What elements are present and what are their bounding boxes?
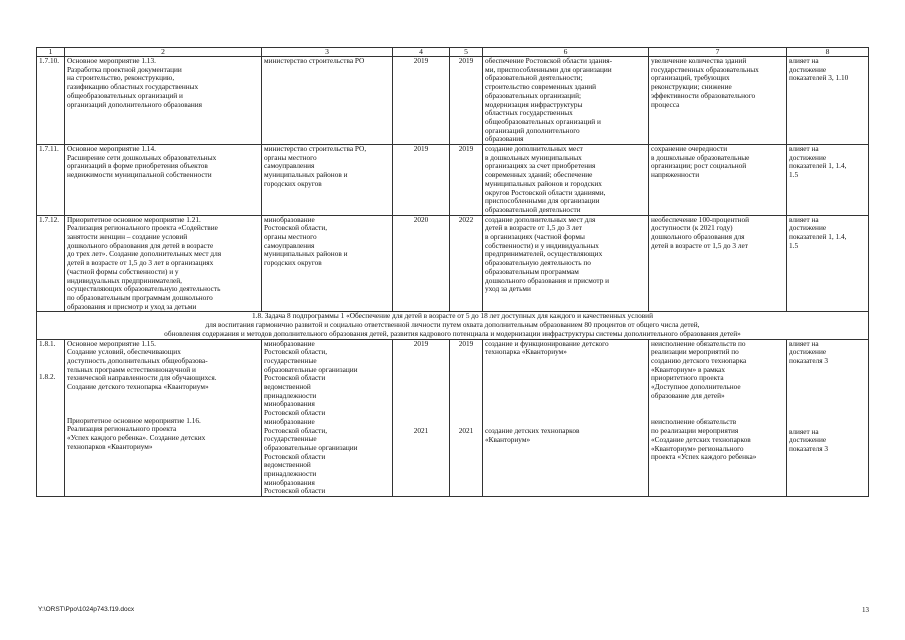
header-cell: 4 (393, 48, 450, 57)
indicator-link: влияет на достижение показателя 3 (789, 339, 829, 365)
file-path: Y:\ORST\Ppo\1024p743.f19.docx (38, 606, 135, 613)
end-year: 2021 (458, 426, 474, 436)
row-number: 1.7.10. (37, 57, 65, 145)
start-year: 2019 (393, 57, 450, 145)
start-year: 2019 (393, 145, 450, 216)
indicator-link: влияет на достижение показателей 1, 1.4, 1.5 (787, 145, 869, 216)
expected-result: обеспечение Ростовской области здания- ми, приспособленными для организации образовательной деятельности; строительство современных зданий образовательных организаций; модернизация инфраструктуры областных государственных общеобразовательных организаций и организаций дополнительного образования (483, 57, 649, 145)
end-year: 2022 (450, 215, 483, 312)
row-number: 1.8.2. (39, 372, 56, 382)
header-cell: 8 (787, 48, 869, 57)
row-number: 1.8.1. (39, 339, 56, 348)
expected-result-group (483, 339, 649, 497)
header-cell: 6 (483, 48, 649, 57)
executor: минобразование Ростовской области, государственные образовательные организации Ростовской области ведомственной принадлежности минобразования Ростовской области (264, 416, 358, 496)
consequence: сохранение очередности в дошкольные образовательные организации; рост социальной напряженности (649, 145, 787, 216)
activity-name-group (65, 339, 262, 497)
table-row (37, 145, 869, 216)
start-year-group (393, 339, 450, 497)
consequence-group (649, 339, 787, 497)
end-year-group (450, 339, 483, 497)
program-table (36, 47, 869, 497)
table-row (37, 215, 869, 312)
indicator-link-group (787, 339, 869, 497)
start-year: 2020 (393, 215, 450, 312)
row-number: 1.7.12. (37, 215, 65, 312)
indicator-link: влияет на достижение показателя 3 (789, 426, 829, 454)
header-cell: 5 (450, 48, 483, 57)
page-number: 13 (862, 606, 869, 614)
row-number: 1.7.11. (37, 145, 65, 216)
expected-result: создание дополнительных мест для детей в возрасте от 1,5 до 3 лет в организациях (частной формы собственности) и у индивидуальных предпринимателей, осуществляющих образовательную деятельность по образовательным программам дошкольного образования и присмотр и уход за детьми (483, 215, 649, 312)
executor: минобразование Ростовской области, государственные образовательные организации Ростовской области ведомственной принадлежности минобразования Ростовской области (264, 339, 358, 418)
activity-name: Основное мероприятие 1.14. Расширение сети дошкольных образовательных организаций в форме приобретения объектов недвижимости муниципальной собственности (65, 145, 262, 216)
row-number-group (37, 339, 65, 497)
table-row (37, 339, 869, 497)
consequence: неисполнение обязательств по реализации мероприятий по созданию детского технопарка «Кванториум» в рамках приоритетного проекта «Доступное дополнительное образование для детей» (651, 339, 747, 400)
header-cell: 7 (649, 48, 787, 57)
consequence: увеличение количества зданий государственных образовательных организаций, требующих реконструкции; снижение эффективности образовательного процесса (649, 57, 787, 145)
executor: министерство строительства РО, органы местного самоуправления муниципальных районов и городских округов (262, 145, 393, 216)
section-row (37, 312, 869, 339)
header-cell: 2 (65, 48, 262, 57)
executor-group (262, 339, 393, 497)
start-year: 2019 (413, 339, 429, 348)
consequence: неисполнение обязательств по реализации мероприятия «Создание детских технопарков «Кванториум» регионального проекта «Успех каждого ребенка» (651, 417, 757, 462)
expected-result: создание детских технопарков «Кванториум» (485, 425, 580, 444)
end-year: 2019 (450, 57, 483, 145)
indicator-link: влияет на достижение показателей 1, 1.4, 1.5 (787, 215, 869, 312)
header-cell: 1 (37, 48, 65, 57)
expected-result: создание и функционирование детского технопарка «Кванториум» (485, 339, 609, 357)
end-year: 2019 (458, 339, 474, 348)
indicator-link: влияет на достижение показателей 3, 1.10 (787, 57, 869, 145)
table-header-row (37, 48, 869, 57)
section-heading: 1.8. Задача 8 подпрограммы 1 «Обеспечение для детей в возрасте от 5 до 18 лет доступных для каждого и качественных условий для воспитания гармонично развитой и социально ответственной личности путем охвата дополнительным образованием 80 процентов от общего числа детей, обновления содержания и методов дополнительного образования детей, развития кадрового потенциала и модернизации инфраструктуры системы дополнительного образования детей» (37, 312, 869, 339)
header-cell: 3 (262, 48, 393, 57)
consequence: необеспечение 100-процентной доступности (к 2021 году) дошкольного образования для детей в возрасте от 1,5 до 3 лет (649, 215, 787, 312)
executor: минобразование Ростовской области, органы местного самоуправления муниципальных районов и городских округов (262, 215, 393, 312)
executor: министерство строительства РО (262, 57, 393, 145)
expected-result: создание дополнительных мест в дошкольных муниципальных организациях за счет приобретения современных зданий; обеспечение муниципальных районов и городских округов Ростовской области зданиями, приспособленными для организации образовательной деятельности (483, 145, 649, 216)
activity-name: Приоритетное основное мероприятие 1.16. Реализация регионального проекта «Успех каждого ребенка». Создание детских технопарков «Кванториум» (67, 415, 206, 451)
table-row (37, 57, 869, 145)
activity-name: Приоритетное основное мероприятие 1.21. Реализация регионального проекта «Содействие занятости женщин – создание условий дошкольного образования для детей в возрасте до трех лет». Создание дополнительных мест для детей в возрасте от 1,5 до 3 лет в организациях (частной формы собственности) и у индивидуальных предпринимателей, осуществляющих образовательную деятельность по образовательным программам дошкольного образования и присмотр и уход за детьми (65, 215, 262, 312)
activity-name: Основное мероприятие 1.13. Разработка проектной документации на строительство, реконструкцию, газификацию областных государственных общеобразовательных организаций и организаций дополнительного образования (65, 57, 262, 145)
start-year: 2021 (413, 426, 429, 436)
end-year: 2019 (450, 145, 483, 216)
activity-name: Основное мероприятие 1.15. Создание условий, обеспечивающих доступность дополнительных общеобразова- тельных программ естественнонаучной и технической направленности для обучающихся. Создание детского технопарка «Кванториум» (67, 339, 217, 392)
